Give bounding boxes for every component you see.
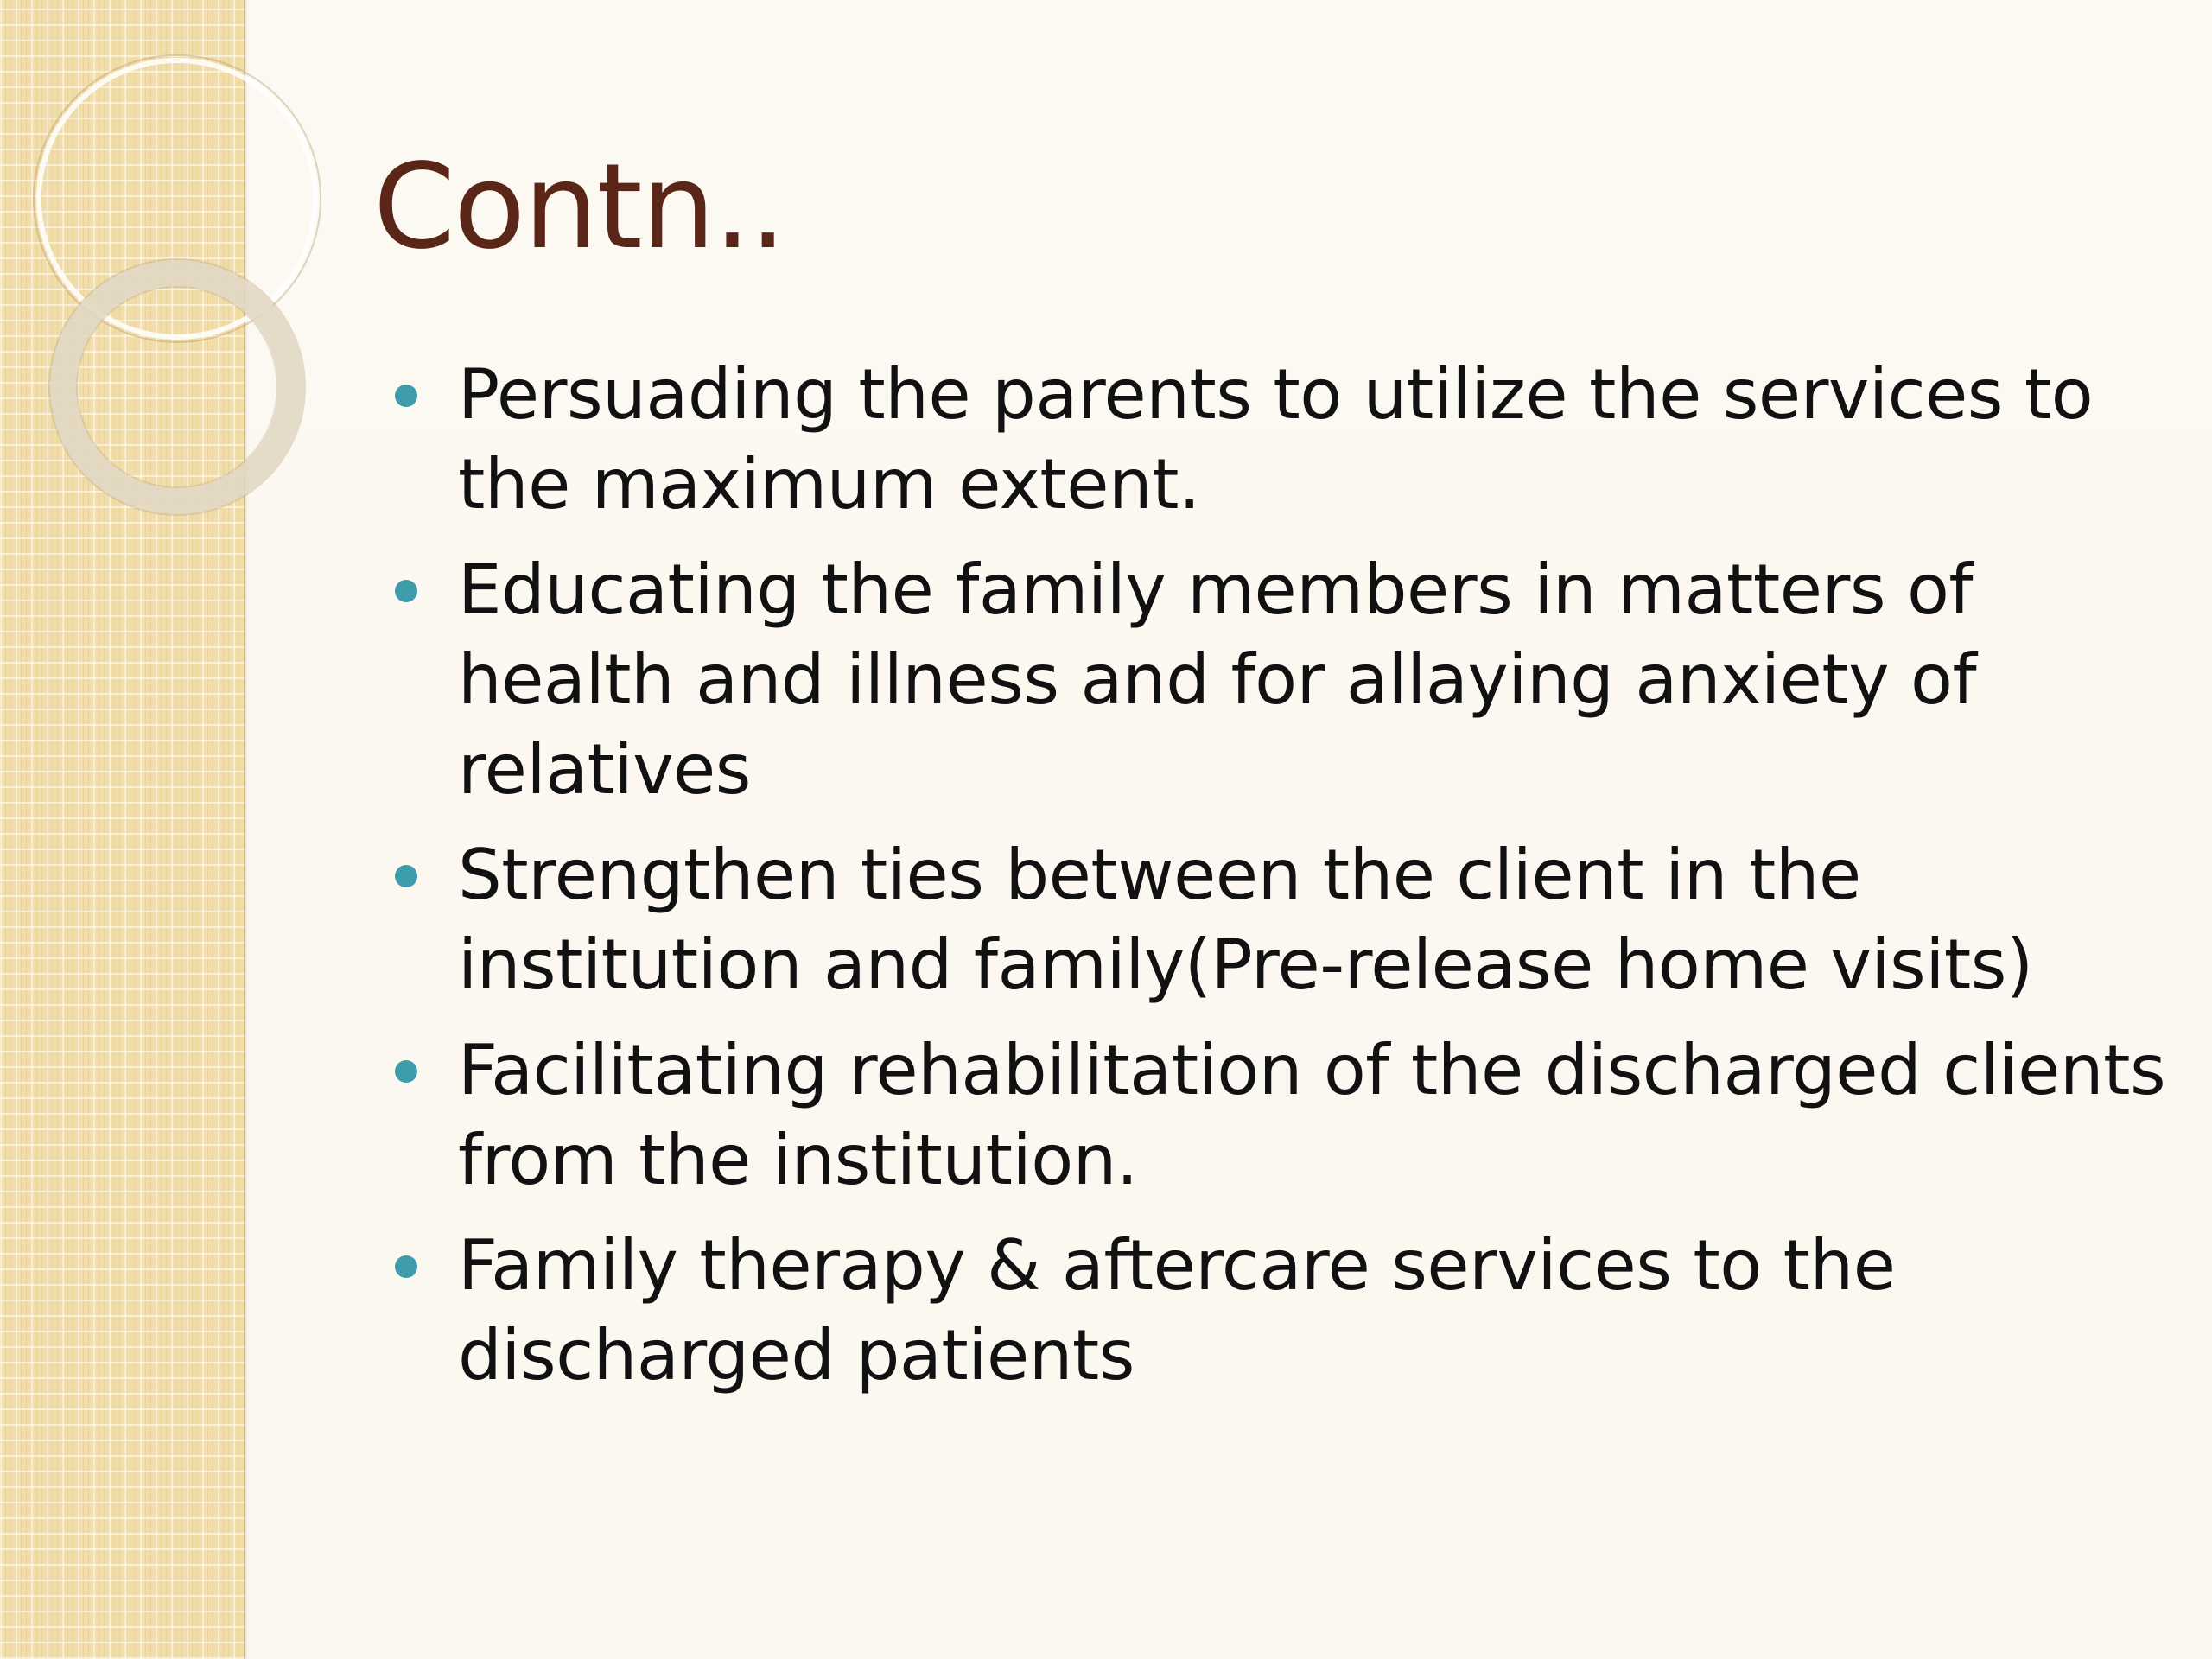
list-item bbox=[458, 1026, 2177, 1205]
bullet-text: Strengthen ties between the client in the institution and family(Pre-release home visits) bbox=[458, 835, 2033, 1005]
round-bullet-icon bbox=[395, 385, 417, 407]
bullet-text: Facilitating rehabilitation of the discharged clients from the institution. bbox=[458, 1030, 2166, 1200]
decorative-rings bbox=[0, 0, 259, 553]
round-bullet-icon bbox=[395, 865, 417, 887]
list-item bbox=[458, 350, 2177, 530]
slide-title: Contn.. bbox=[373, 139, 785, 276]
bullet-text: Persuading the parents to utilize the services to the maximum extent. bbox=[458, 354, 2094, 524]
list-item bbox=[458, 1221, 2177, 1401]
round-bullet-icon bbox=[395, 1255, 417, 1278]
bullet-text: Educating the family members in matters of health and illness and for allaying anxiety of relatives bbox=[458, 550, 1977, 810]
bullet-list bbox=[458, 350, 2177, 1416]
list-item bbox=[458, 545, 2177, 815]
list-item bbox=[458, 830, 2177, 1010]
round-bullet-icon bbox=[395, 1060, 417, 1083]
bullet-text: Family therapy & aftercare services to the discharged patients bbox=[458, 1225, 1896, 1395]
round-bullet-icon bbox=[395, 580, 417, 602]
